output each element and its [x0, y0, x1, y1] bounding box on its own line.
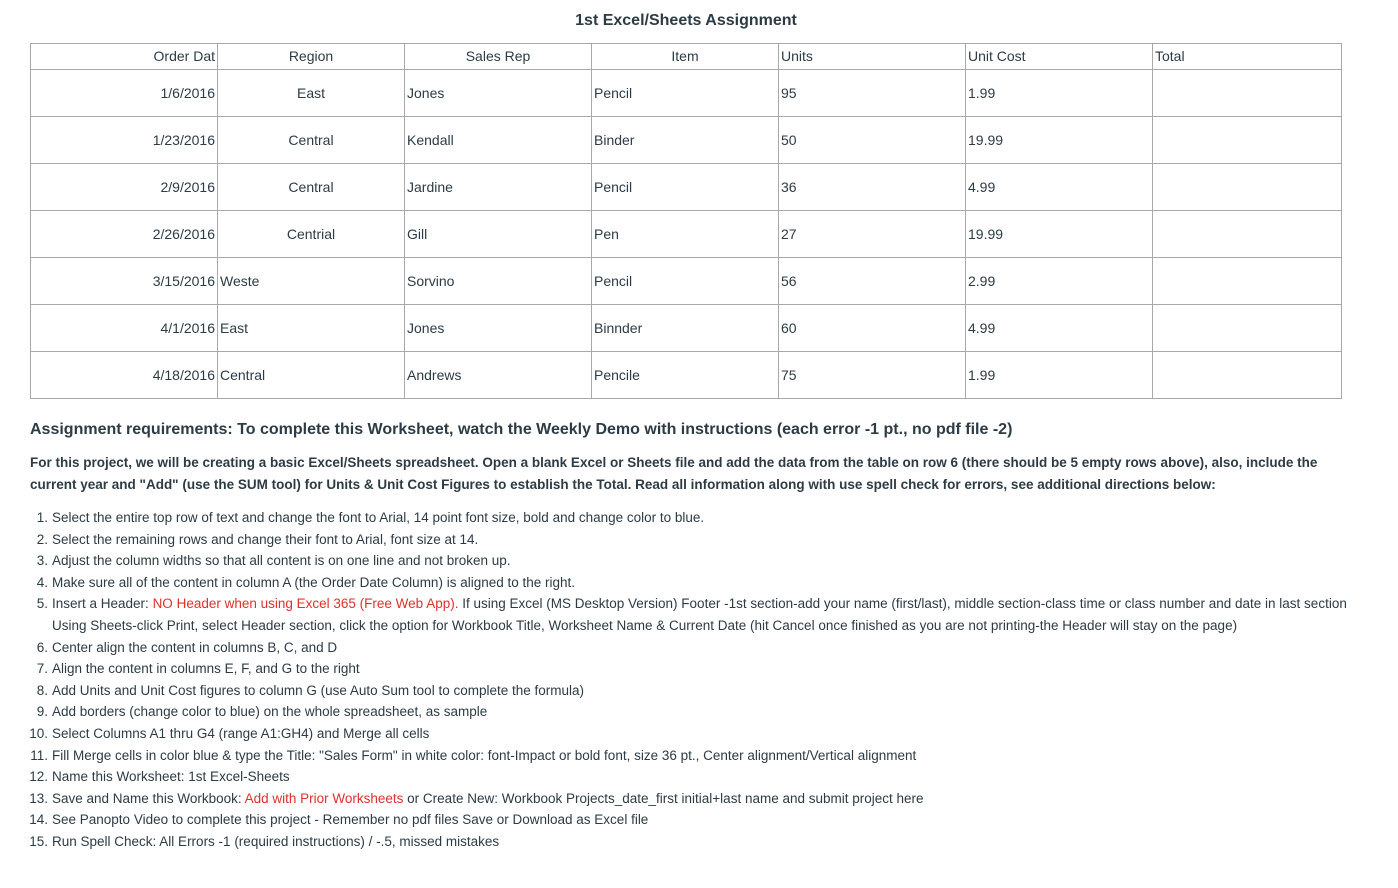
table-row — [31, 117, 1342, 164]
table-row — [31, 70, 1342, 117]
list-item — [29, 788, 1352, 810]
step-text: Adjust the column widths so that all content is on one line and not broken up. — [52, 553, 511, 569]
cell-region: Central — [218, 352, 405, 399]
cell-order-date: 3/15/2016 — [31, 258, 218, 305]
step-number: 1. — [36, 510, 48, 525]
table-row — [31, 352, 1342, 399]
cell-item: Binder — [592, 117, 779, 164]
list-item — [29, 831, 1352, 853]
step-text: Name this Worksheet: 1st Excel-Sheets — [52, 769, 290, 785]
cell-unit-cost: 4.99 — [966, 305, 1153, 352]
cell-total — [1153, 70, 1342, 117]
step-text-before: Save and Name this Workbook: — [52, 790, 245, 806]
step-number: 9. — [36, 704, 48, 720]
table-row — [31, 305, 1342, 352]
list-item — [30, 745, 1352, 767]
step-text-after: If using Excel (MS Desktop Version) Footer -1st section-add your name (first/last), middle section-class time or class number and date in last section — [458, 596, 1347, 612]
table-row — [31, 164, 1342, 211]
cell-unit-cost: 1.99 — [966, 70, 1153, 117]
list-item — [36, 593, 1352, 636]
list-item — [36, 658, 1352, 680]
step-text: Center align the content in columns B, C, and D — [52, 639, 338, 655]
step-number: 7. — [36, 661, 48, 677]
header-units: Units — [779, 44, 966, 70]
cell-units: 95 — [779, 70, 966, 117]
list-item — [36, 529, 1352, 551]
cell-region: Central — [218, 164, 405, 211]
list-item — [36, 701, 1352, 723]
header-region: Region — [218, 44, 405, 70]
cell-sales-rep: Jones — [405, 305, 592, 352]
step-text: Select Columns A1 thru G4 (range A1:GH4) and Merge all cells — [52, 725, 430, 741]
sales-data-table — [30, 43, 1342, 399]
cell-order-date: 1/23/2016 — [31, 117, 218, 164]
cell-region: East — [218, 70, 405, 117]
header-order-date: Order Dat — [31, 44, 218, 70]
cell-item: Pencil — [592, 164, 779, 211]
cell-units: 56 — [779, 258, 966, 305]
instruction-list — [29, 507, 1352, 853]
step-text: Align the content in columns E, F, and G to the right — [52, 661, 360, 677]
cell-total — [1153, 258, 1342, 305]
cell-order-date: 2/26/2016 — [31, 211, 218, 258]
cell-unit-cost: 19.99 — [966, 117, 1153, 164]
step-text: Add Units and Unit Cost figures to column G (use Auto Sum tool to complete the formula) — [52, 682, 585, 698]
step-number: 2. — [36, 531, 48, 547]
step-number: 12. — [29, 769, 48, 785]
cell-item: Pencil — [592, 70, 779, 117]
cell-region: Weste — [218, 258, 405, 305]
list-item — [36, 507, 1352, 529]
step-number: 15. — [29, 833, 48, 849]
cell-order-date: 2/9/2016 — [31, 164, 218, 211]
cell-unit-cost: 1.99 — [966, 352, 1153, 399]
header-item: Item — [592, 44, 779, 70]
cell-region: East — [218, 305, 405, 352]
cell-unit-cost: 2.99 — [966, 258, 1153, 305]
cell-sales-rep: Sorvino — [405, 258, 592, 305]
cell-sales-rep: Kendall — [405, 117, 592, 164]
step-number: 4. — [36, 574, 48, 590]
step-number: 14. — [29, 812, 48, 828]
cell-unit-cost: 19.99 — [966, 211, 1153, 258]
list-item — [29, 809, 1352, 831]
list-item — [36, 572, 1352, 594]
list-item — [36, 637, 1352, 659]
step-number: 13. — [29, 790, 48, 806]
step-text: Select the remaining rows and change their font to Arial, font size at 14. — [52, 531, 479, 547]
cell-units: 50 — [779, 117, 966, 164]
cell-region: Central — [218, 117, 405, 164]
requirements-heading: Assignment requirements: To complete this Worksheet, watch the Weekly Demo with instructions (each error -1 pt., no pdf file -2) — [30, 421, 1013, 438]
list-item — [36, 550, 1352, 572]
cell-item: Pen — [592, 211, 779, 258]
step-highlight: NO Header when using Excel 365 (Free Web App). — [152, 596, 459, 612]
header-sales-rep: Sales Rep — [405, 44, 592, 70]
step-text: Add borders (change color to blue) on the whole spreadsheet, as sample — [52, 704, 488, 720]
cell-sales-rep: Gill — [405, 211, 592, 258]
cell-item: Pencil — [592, 258, 779, 305]
table-row — [31, 211, 1342, 258]
cell-item: Pencile — [592, 352, 779, 399]
table-header-row — [31, 44, 1342, 70]
cell-total — [1153, 211, 1342, 258]
cell-units: 60 — [779, 305, 966, 352]
header-total: Total — [1153, 44, 1342, 70]
cell-sales-rep: Andrews — [405, 352, 592, 399]
page-title: 1st Excel/Sheets Assignment — [575, 12, 797, 29]
project-intro: For this project, we will be creating a basic Excel/Sheets spreadsheet. Open a blank Excel or Sheets file and add the data from the table on row 6 (there should be 5 empty rows above), also, include the current year and "Add" (use the SUM tool) for Units & Unit Cost Figures to establish the Total. Read all information along with use spell check for errors, see additional directions below: — [30, 455, 1318, 492]
cell-total — [1153, 117, 1342, 164]
cell-order-date: 1/6/2016 — [31, 70, 218, 117]
cell-order-date: 4/1/2016 — [31, 305, 218, 352]
cell-total — [1153, 164, 1342, 211]
step-number: 6. — [36, 639, 48, 655]
step-text: See Panopto Video to complete this project - Remember no pdf files Save or Download as Excel file — [52, 812, 649, 828]
cell-region: Centrial — [218, 211, 405, 258]
table-row — [31, 258, 1342, 305]
cell-sales-rep: Jardine — [405, 164, 592, 211]
list-item — [29, 766, 1352, 788]
step-number: 5. — [36, 596, 48, 612]
step-text-after: or Create New: Workbook Projects_date_first initial+last name and submit project here — [403, 790, 924, 806]
step-number: 10. — [29, 725, 48, 741]
step-text: Select the entire top row of text and change the font to Arial, 14 point font size, bold and change color to blue. — [52, 510, 705, 525]
cell-total — [1153, 352, 1342, 399]
list-item — [36, 680, 1352, 702]
header-unit-cost: Unit Cost — [966, 44, 1153, 70]
cell-units: 27 — [779, 211, 966, 258]
cell-total — [1153, 305, 1342, 352]
cell-units: 36 — [779, 164, 966, 211]
cell-sales-rep: Jones — [405, 70, 592, 117]
step-text-before: Insert a Header: — [52, 596, 153, 612]
step-subtext: Using Sheets-click Print, select Header section, click the option for Workbook Title, Worksheet Name & Current Date (hit Cancel once finished as you are not printing-the Header will stay on the page) — [52, 617, 1238, 633]
step-text: Make sure all of the content in column A (the Order Date Column) is aligned to the right. — [52, 574, 576, 590]
step-number: 11. — [30, 747, 48, 763]
cell-units: 75 — [779, 352, 966, 399]
prior-worksheets-link[interactable]: Add with Prior Worksheets — [244, 790, 404, 806]
cell-order-date: 4/18/2016 — [31, 352, 218, 399]
step-number: 3. — [36, 553, 48, 569]
list-item — [29, 723, 1352, 745]
step-text: Run Spell Check: All Errors -1 (required instructions) / -.5, missed mistakes — [52, 833, 500, 849]
step-number: 8. — [36, 682, 48, 698]
step-text: Fill Merge cells in color blue & type the Title: "Sales Form" in white color: font-Impact or bold font, size 36 pt., Center alignment/Vertical alignment — [52, 747, 917, 763]
cell-unit-cost: 4.99 — [966, 164, 1153, 211]
cell-item: Binnder — [592, 305, 779, 352]
